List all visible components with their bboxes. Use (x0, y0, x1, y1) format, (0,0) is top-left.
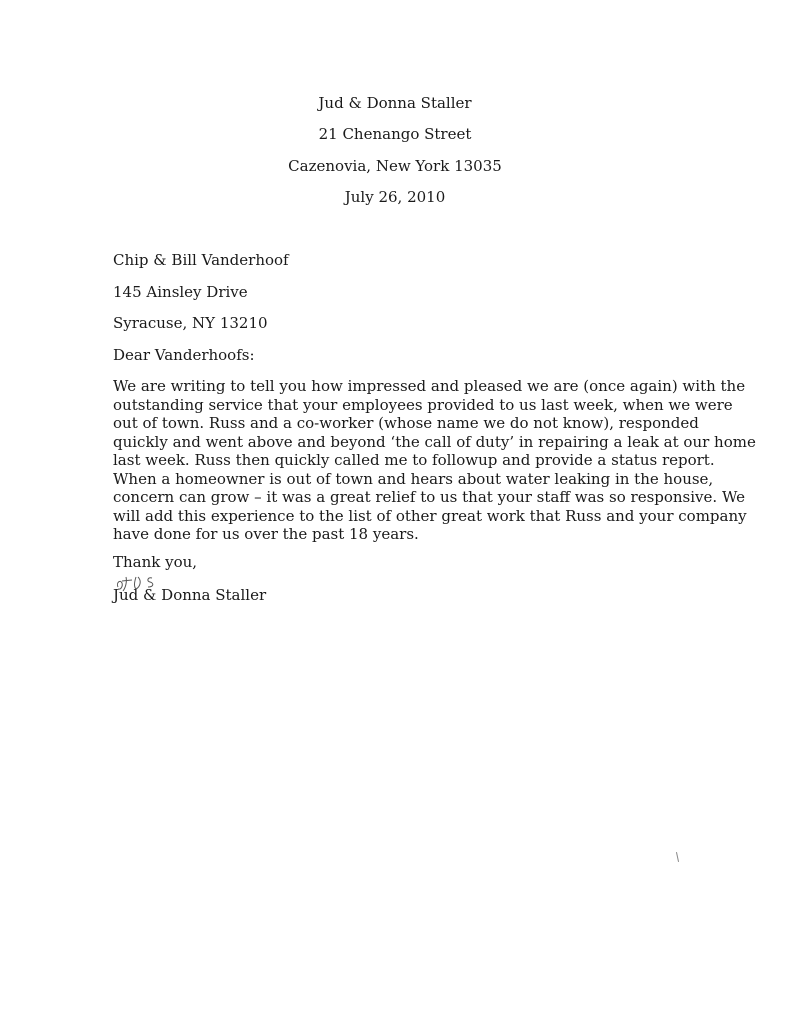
body-line: out of town. Russ and a co-worker (whose name we do not know), responded (113, 414, 699, 432)
body-line: When a homeowner is out of town and hears about water leaking in the house, (113, 469, 714, 488)
sender-street: 21 Chenango Street (318, 125, 472, 143)
letter-body (113, 377, 756, 544)
recipient-city: Syracuse, NY 13210 (113, 314, 268, 332)
sender-city: Cazenovia, New York 13035 (288, 157, 502, 175)
salutation: Dear Vanderhoofs: (113, 346, 255, 364)
body-line: have done for us over the past 18 years. (113, 525, 419, 543)
scan-mark (676, 852, 679, 862)
recipient-street: 145 Ainsley Drive (113, 283, 248, 301)
body-line: concern can grow – it was a great relief to us that your staff was so responsive. We (113, 488, 746, 506)
body-line: outstanding service that your employees provided to us last week, when we were (113, 395, 733, 414)
body-line: quickly and went above and beyond ‘the call of duty’ in repairing a leak at our home (113, 432, 756, 451)
closing: Thank you, (113, 553, 198, 571)
signoff-name: Jud & Donna Staller (113, 586, 267, 604)
recipient-name: Chip & Bill Vanderhoof (113, 251, 289, 269)
letter-date: July 26, 2010 (344, 188, 446, 206)
sender-name: Jud & Donna Staller (318, 94, 472, 112)
body-line: We are writing to tell you how impressed and pleased we are (once again) with the (113, 377, 746, 395)
body-line: will add this experience to the list of other great work that Russ and your company (113, 506, 747, 525)
body-line: last week. Russ then quickly called me to followup and provide a status report. (113, 451, 715, 469)
